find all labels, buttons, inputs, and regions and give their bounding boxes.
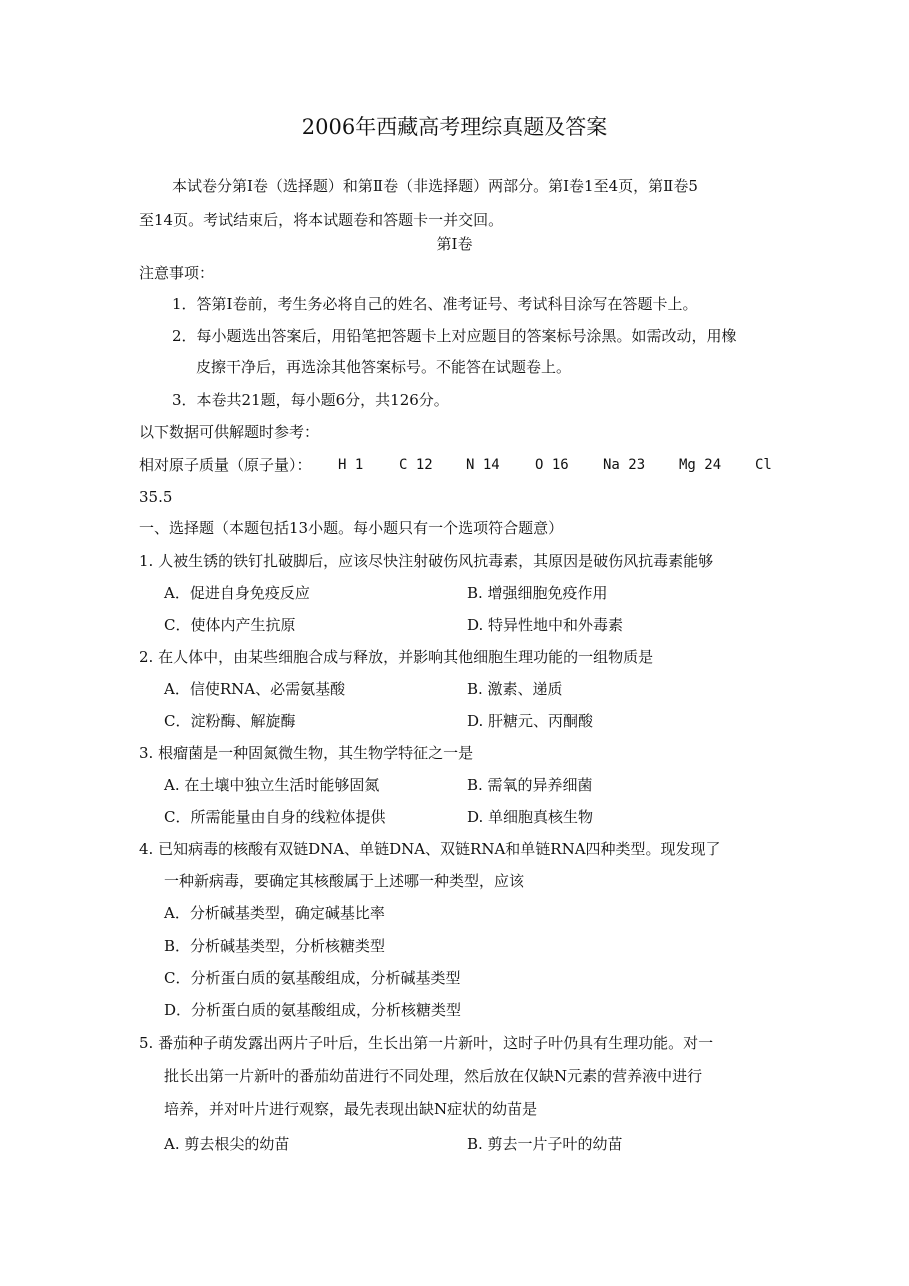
- page-title: 2006年西藏高考理综真题及答案: [301, 115, 608, 139]
- question-3-option-b: B. 需氧的异养细菌: [467, 776, 593, 794]
- notice-heading: 注意事项：: [139, 264, 215, 282]
- reference-heading: 以下数据可供解题时参考：: [139, 423, 320, 441]
- atomic-mass-na: Na 23: [603, 457, 646, 473]
- question-2-option-c: C．淀粉酶、解旋酶: [164, 712, 296, 730]
- notice-item-2-cont: 皮擦干净后，再选涂其他答案标号。不能答在试题卷上。: [196, 358, 572, 376]
- question-5-stem-cont-2: 培养，并对叶片进行观察，最先表现出缺N症状的幼苗是: [164, 1100, 538, 1118]
- atomic-mass-c: C 12: [399, 457, 433, 473]
- atomic-mass-n: N 14: [466, 457, 500, 473]
- notice-item-1: 1．答第Ⅰ卷前，考生务必将自己的姓名、准考证号、考试科目涂写在答题卡上。: [172, 295, 698, 313]
- question-5-option-a: A. 剪去根尖的幼苗: [164, 1135, 290, 1153]
- intro-line-2: 至14页。考试结束后，将本试题卷和答题卡一并交回。: [139, 211, 504, 229]
- atomic-mass-cl: Cl: [755, 457, 772, 473]
- question-3-option-c: C．所需能量由自身的线粒体提供: [164, 808, 386, 826]
- question-1-option-b: B. 增强细胞免疫作用: [467, 584, 608, 602]
- question-3-stem: 3. 根瘤菌是一种固氮微生物，其生物学特征之一是: [139, 744, 474, 762]
- question-4-stem-cont: 一种新病毒，要确定其核酸属于上述哪一种类型，应该: [164, 872, 525, 890]
- question-1-option-d: D. 特异性地中和外毒素: [467, 616, 624, 634]
- question-3-option-a: A. 在土壤中独立生活时能够固氮: [164, 776, 380, 794]
- question-2-option-b: B. 激素、递质: [467, 680, 563, 698]
- question-5-option-b: B. 剪去一片子叶的幼苗: [467, 1135, 623, 1153]
- question-2-stem: 2. 在人体中，由某些细胞合成与释放，并影响其他细胞生理功能的一组物质是: [139, 648, 654, 666]
- atomic-mass-mg: Mg 24: [679, 457, 722, 473]
- question-4-stem: 4. 已知病毒的核酸有双链DNA、单链DNA、双链RNA和单链RNA四种类型。现发现了: [139, 840, 721, 858]
- notice-item-3: 3．本卷共21题，每小题6分，共126分。: [172, 391, 449, 409]
- atomic-mass-o: O 16: [535, 457, 569, 473]
- question-4-option-a: A．分析碱基类型，确定碱基比率: [164, 904, 385, 922]
- question-5-stem-cont-1: 批长出第一片新叶的番茄幼苗进行不同处理，然后放在仅缺N元素的营养液中进行: [164, 1067, 703, 1085]
- atomic-mass-cl-value: 35.5: [139, 488, 173, 506]
- question-1-option-a: A．促进自身免疫反应: [164, 584, 310, 602]
- atomic-mass-label: 相对原子质量（原子量）：: [139, 456, 312, 474]
- question-4-option-b: B．分析碱基类型，分析核糖类型: [164, 937, 386, 955]
- question-3-option-d: D. 单细胞真核生物: [467, 808, 594, 826]
- section-heading: 第Ⅰ卷: [436, 235, 473, 253]
- part-heading: 一、选择题（本题包括13小题。每小题只有一个选项符合题意）: [139, 519, 564, 537]
- question-2-option-d: D. 肝糖元、丙酮酸: [467, 712, 594, 730]
- notice-item-2: 2．每小题选出答案后，用铅笔把答题卡上对应题目的答案标号涂黑。如需改动，用橡: [172, 327, 737, 345]
- question-1-option-c: C．使体内产生抗原: [164, 616, 296, 634]
- question-5-stem: 5. 番茄种子萌发露出两片子叶后，生长出第一片新叶，这时子叶仍具有生理功能。对一: [139, 1034, 714, 1052]
- atomic-mass-h: H 1: [338, 457, 364, 473]
- question-1-stem: 1. 人被生锈的铁钉扎破脚后，应该尽快注射破伤风抗毒素，其原因是破伤风抗毒素能够: [139, 552, 714, 570]
- question-4-option-d: D．分析蛋白质的氨基酸组成，分析核糖类型: [164, 1001, 462, 1019]
- question-4-option-c: C．分析蛋白质的氨基酸组成，分析碱基类型: [164, 969, 461, 987]
- intro-line-1: 本试卷分第Ⅰ卷（选择题）和第Ⅱ卷（非选择题）两部分。第Ⅰ卷1至4页，第Ⅱ卷5: [172, 177, 698, 195]
- question-2-option-a: A．信使RNA、必需氨基酸: [164, 680, 346, 698]
